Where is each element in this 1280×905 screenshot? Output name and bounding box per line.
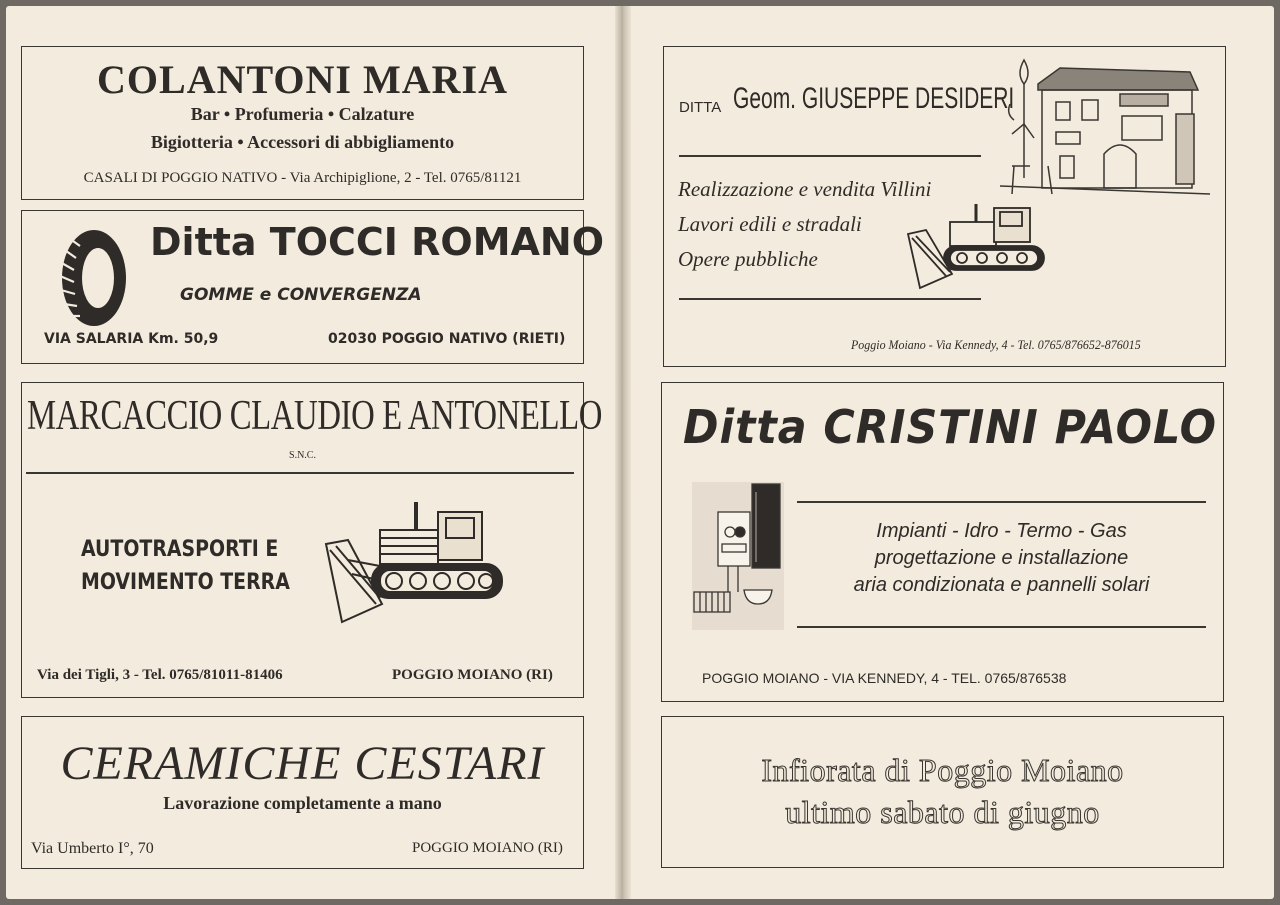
ad-desideri-prefix: DITTA <box>679 99 722 116</box>
ad-colantoni-line2: Bigiotteria • Accessori di abbigliamento <box>150 132 455 152</box>
ad-colantoni-title: COLANTONI MARIA <box>97 57 508 102</box>
ad-colantoni-line1: Bar • Profumeria • Calzature <box>190 104 415 124</box>
ad-tocci-subtitle: GOMME e CONVERGENZA <box>180 285 422 305</box>
ad-desideri-line2: Lavori edili e stradali <box>678 212 862 236</box>
ad-cristini-line3: aria condizionata e pannelli solari <box>853 574 1150 596</box>
ad-marcaccio-company-type: S.N.C. <box>289 450 316 461</box>
ad-marcaccio-title: MARCACCIO CLAUDIO E ANTONELLO <box>27 393 603 439</box>
ad-tocci-address-right: 02030 POGGIO NATIVO (RIETI) <box>328 331 566 347</box>
book-gutter <box>615 6 631 899</box>
ad-cestari-address-right: POGGIO MOIANO (RI) <box>412 840 563 856</box>
ad-infiorata-line2: ultimo sabato di giugno <box>785 794 1100 830</box>
divider-line <box>797 501 1206 503</box>
ad-marcaccio-address-left: Via dei Tigli, 3 - Tel. 0765/81011-81406 <box>37 667 283 683</box>
bulldozer-icon <box>906 204 1046 292</box>
bulldozer-icon <box>322 500 507 628</box>
ad-desideri-line3: Opere pubbliche <box>678 247 818 271</box>
ad-cristini-line1: Impianti - Idro - Termo - Gas <box>876 520 1127 542</box>
ad-desideri-line1: Realizzazione e vendita Villini <box>678 177 932 201</box>
ad-cestari-subtitle: Lavorazione completamente a mano <box>163 793 442 813</box>
ad-cristini-title: Ditta CRISTINI PAOLO <box>683 400 1217 454</box>
ad-infiorata-line1: Infiorata di Poggio Moiano <box>761 752 1124 788</box>
house-sketch-icon <box>1000 54 1210 199</box>
ad-cestari-title: CERAMICHE CESTARI <box>60 737 545 790</box>
ad-desideri-title: Geom. GIUSEPPE DESIDERI <box>733 82 1015 115</box>
ad-marcaccio-address-right: POGGIO MOIANO (RI) <box>392 667 553 683</box>
ad-infiorata <box>661 716 1224 868</box>
ad-cestari-address-left: Via Umberto I°, 70 <box>31 840 154 857</box>
ad-tocci-title: Ditta TOCCI ROMANO <box>150 220 605 264</box>
divider-line <box>797 626 1206 628</box>
divider-line <box>679 155 981 157</box>
ad-cristini-line2: progettazione e installazione <box>874 547 1129 569</box>
divider-line <box>679 298 981 300</box>
ad-desideri-address: Poggio Moiano - Via Kennedy, 4 - Tel. 0765/876652-876015 <box>851 337 1141 352</box>
tire-icon <box>46 228 128 328</box>
divider-line <box>26 472 574 474</box>
ad-marcaccio-service2: MOVIMENTO TERRA <box>81 570 290 595</box>
ad-tocci-address-left: VIA SALARIA Km. 50,9 <box>44 331 219 347</box>
ad-colantoni-address: CASALI DI POGGIO NATIVO - Via Archipiglione, 2 - Tel. 0765/81121 <box>83 170 522 186</box>
ad-cristini-address: POGGIO MOIANO - VIA KENNEDY, 4 - TEL. 0765/876538 <box>702 670 1067 686</box>
boiler-icon <box>692 482 784 630</box>
ad-marcaccio-service1: AUTOTRASPORTI E <box>81 537 279 562</box>
